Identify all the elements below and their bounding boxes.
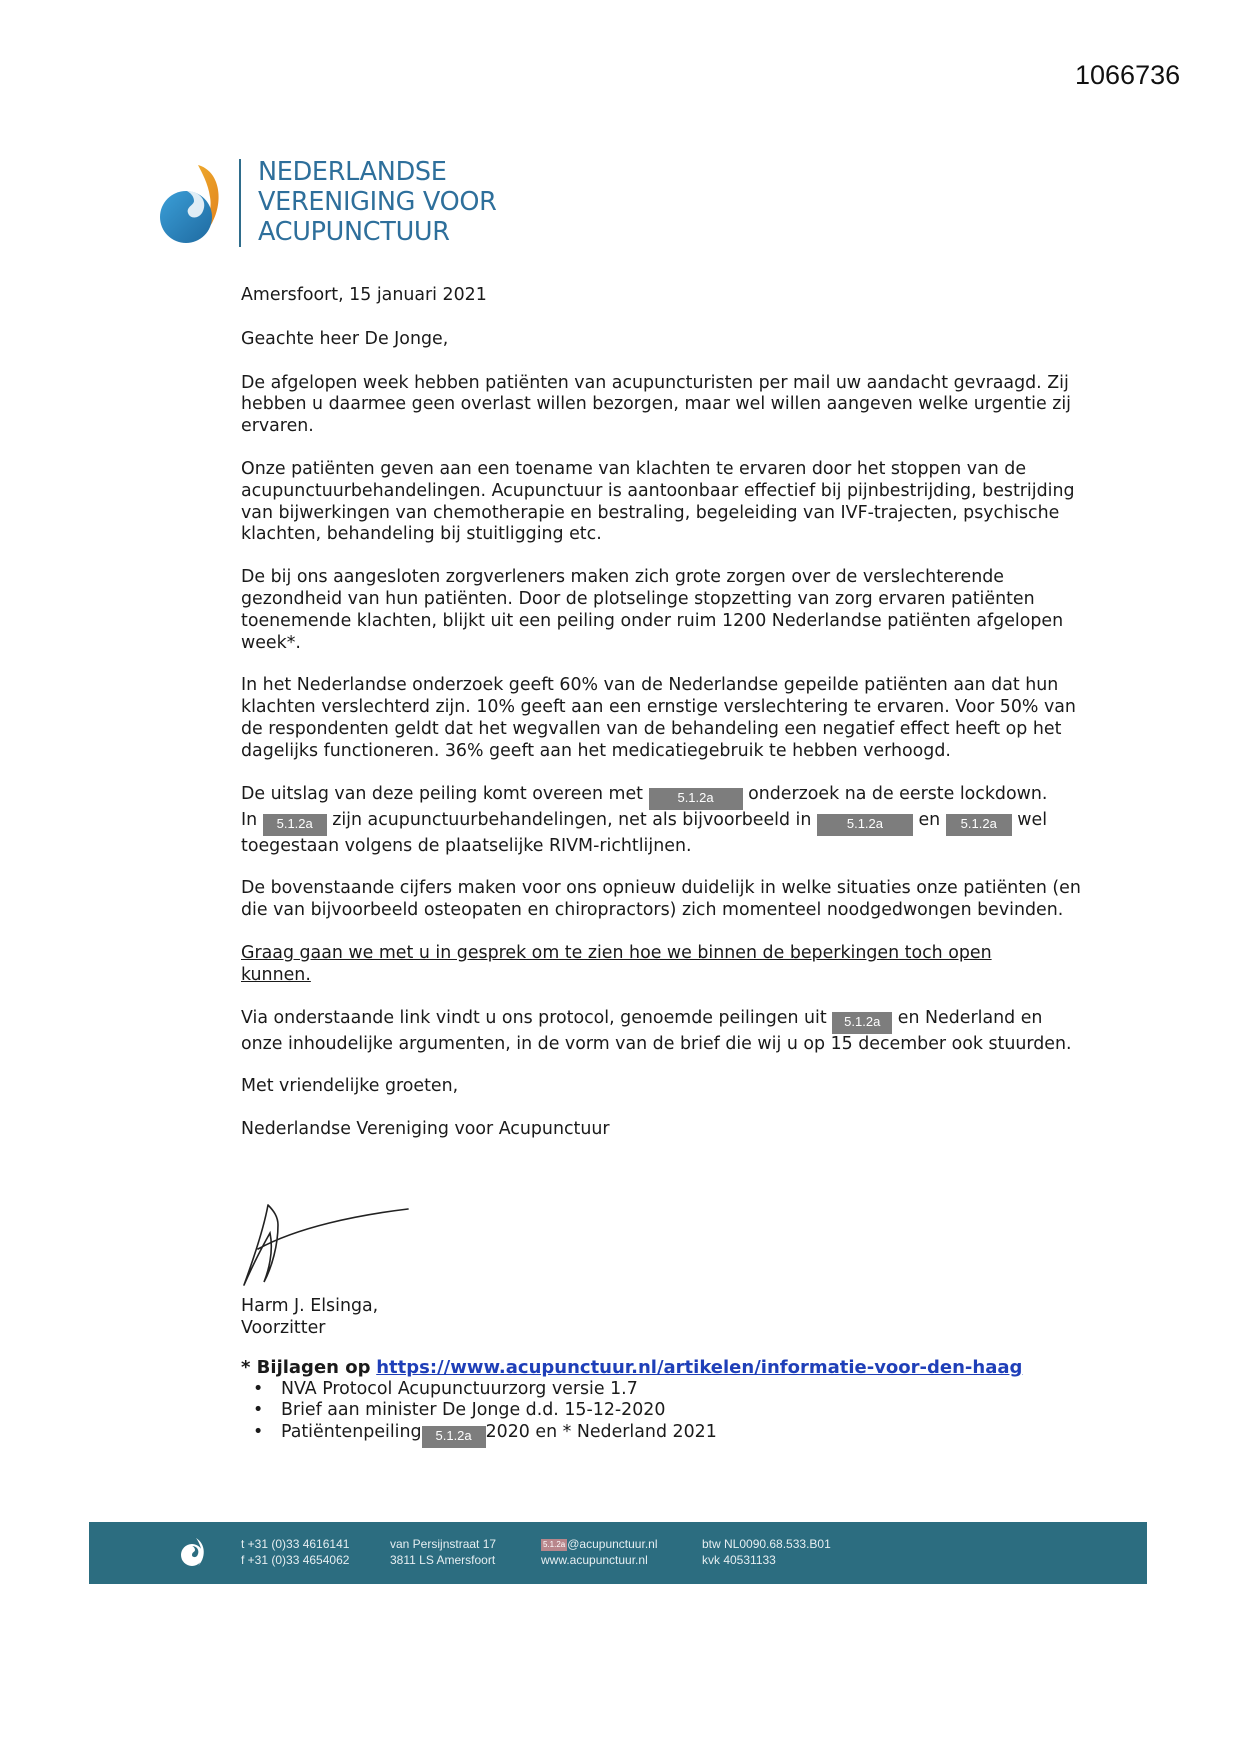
footer-bar: [89, 1522, 1147, 1584]
logo-line: VERENIGING VOOR: [258, 187, 497, 217]
footer-kvk: kvk 40531133: [702, 1553, 776, 1567]
p5-text: toegestaan volgens de plaatselijke RIVM-richtlijnen.: [241, 835, 692, 856]
redaction-box: 5.1.2a: [422, 1426, 486, 1448]
p5-text: In: [241, 809, 258, 830]
bijlagen-link[interactable]: https://www.acupunctuur.nl/artikelen/informatie-voor-den-haag: [376, 1357, 1023, 1378]
footer-registration: [702, 1536, 831, 1568]
paragraph-6: De bovenstaande cijfers maken voor ons opnieuw duidelijk in welke situaties onze patiënten (en die van bijvoorbeeld osteopaten en chiropractors) zich momenteel noodgedwongen bevinden.: [241, 878, 1081, 921]
paragraph-5: [241, 784, 1086, 858]
salutation: Geachte heer De Jonge,: [241, 328, 449, 349]
list-item: • NVA Protocol Acupunctuurzorg versie 1.7: [281, 1379, 1022, 1401]
footer-address: [390, 1536, 496, 1568]
nva-logo: [158, 155, 558, 255]
p5-text: zijn acupunctuurbehandelingen, net als bijvoorbeeld in: [332, 809, 812, 830]
footer-phone: t +31 (0)33 4616141: [241, 1537, 350, 1551]
footer-web: [541, 1536, 658, 1568]
p5-text: onderzoek na de eerste lockdown.: [748, 783, 1048, 804]
footer-website: www.acupunctuur.nl: [541, 1553, 648, 1567]
document-number: 1066736: [1075, 60, 1181, 90]
footer-btw: btw NL0090.68.533.B01: [702, 1537, 831, 1551]
nva-logo-icon: [158, 161, 226, 247]
p5-text: wel: [1017, 809, 1048, 830]
paragraph-1: De afgelopen week hebben patiënten van acupuncturisten per mail uw aandacht gevraagd. Zij hebben u daarmee geen overlast willen bezorgen, maar wel willen aangeven welke urgentie zij ervaren.: [241, 372, 1071, 437]
footer-street: van Persijnstraat 17: [390, 1537, 497, 1551]
redaction-box: 5.1.2a: [946, 814, 1012, 836]
bijlagen-prefix: * Bijlagen op: [241, 1357, 371, 1378]
list-item-text: Patiëntenpeiling: [281, 1421, 422, 1442]
redaction-box: 5.1.2a: [263, 814, 327, 836]
redaction-box: 5.1.2a: [543, 1540, 566, 1549]
letter-body: [241, 285, 1086, 1141]
date-line: Amersfoort, 15 januari 2021: [241, 285, 487, 305]
paragraph-7: Graag gaan we met u in gesprek om te zien hoe we binnen de beperkingen toch open kunnen.: [241, 942, 992, 985]
redaction-box: 5.1.2a: [832, 1012, 892, 1034]
bijlagen-list: [241, 1379, 1022, 1448]
p5-text: en: [918, 809, 941, 830]
paragraph-3: De bij ons aangesloten zorgverleners maken zich grote zorgen over de verslechterende gezondheid van hun patiënten. Door de plotselinge stopzetting van zorg ervaren patiënten toenemende klachten, blijkt uit een peiling onder ruim 1200 Nederlandse patiënten afgelopen week*.: [241, 567, 1064, 653]
closing: Met vriendelijke groeten,: [241, 1076, 459, 1097]
list-item: • Brief aan minister De Jonge d.d. 15-12-2020: [281, 1400, 1022, 1422]
signature-image: [238, 1197, 418, 1292]
p5-text: De uitslag van deze peiling komt overeen met: [241, 783, 644, 804]
nva-footer-icon: [180, 1536, 206, 1568]
redaction-box: 5.1.2a: [649, 788, 743, 810]
footer-city: 3811 LS Amersfoort: [390, 1553, 496, 1567]
footer-contact: [241, 1536, 349, 1568]
signer-role: Voorzitter: [241, 1317, 326, 1338]
paragraph-8: [241, 1008, 1086, 1056]
footer-fax: f +31 (0)33 4654062: [241, 1553, 350, 1567]
logo-wordmark: [258, 157, 497, 247]
p8-text: Via onderstaande link vindt u ons protocol, genoemde peilingen uit: [241, 1007, 827, 1028]
redaction-box: 5.1.2a: [817, 814, 913, 836]
signer-name: Harm J. Elsinga,: [241, 1296, 379, 1316]
organisation-name: Nederlandse Vereniging voor Acupunctuur: [241, 1119, 610, 1140]
list-item-text: 2020 en * Nederland 2021: [485, 1421, 717, 1442]
bijlagen-section: [241, 1357, 1022, 1448]
logo-line: ACUPUNCTUUR: [258, 217, 450, 247]
paragraph-4: In het Nederlandse onderzoek geeft 60% van de Nederlandse gepeilde patiënten aan dat hun klachten verslechterd zijn. 10% geeft aan een ernstige verslechtering te ervaren. Voor 50% van de respondenten geldt dat het wegvallen van de behandeling een negatief effect heeft op het dagelijks functioneren. 36% geeft aan het medicatiegebruik te hebben verhoogd.: [241, 675, 1076, 761]
logo-line: NEDERLANDSE: [258, 157, 447, 187]
signer-block: [241, 1296, 1086, 1340]
p8-text: en Nederland en onze inhoudelijke argumenten, in de vorm van de brief die wij u op 15 december ook stuurden.: [241, 1007, 1072, 1054]
logo-divider: [239, 159, 241, 247]
footer-email: @acupunctuur.nl: [567, 1537, 658, 1551]
paragraph-2: Onze patiënten geven aan een toename van klachten te ervaren door het stoppen van de acupunctuurbehandelingen. Acupunctuur is aantoonbaar effectief bij pijnbestrijding, bestrijding van bijwerkingen van chemotherapie en bestraling, begeleiding van IVF-trajecten, psychische klachten, behandeling bij stuitligging etc.: [241, 458, 1075, 545]
list-item: [281, 1422, 1022, 1448]
